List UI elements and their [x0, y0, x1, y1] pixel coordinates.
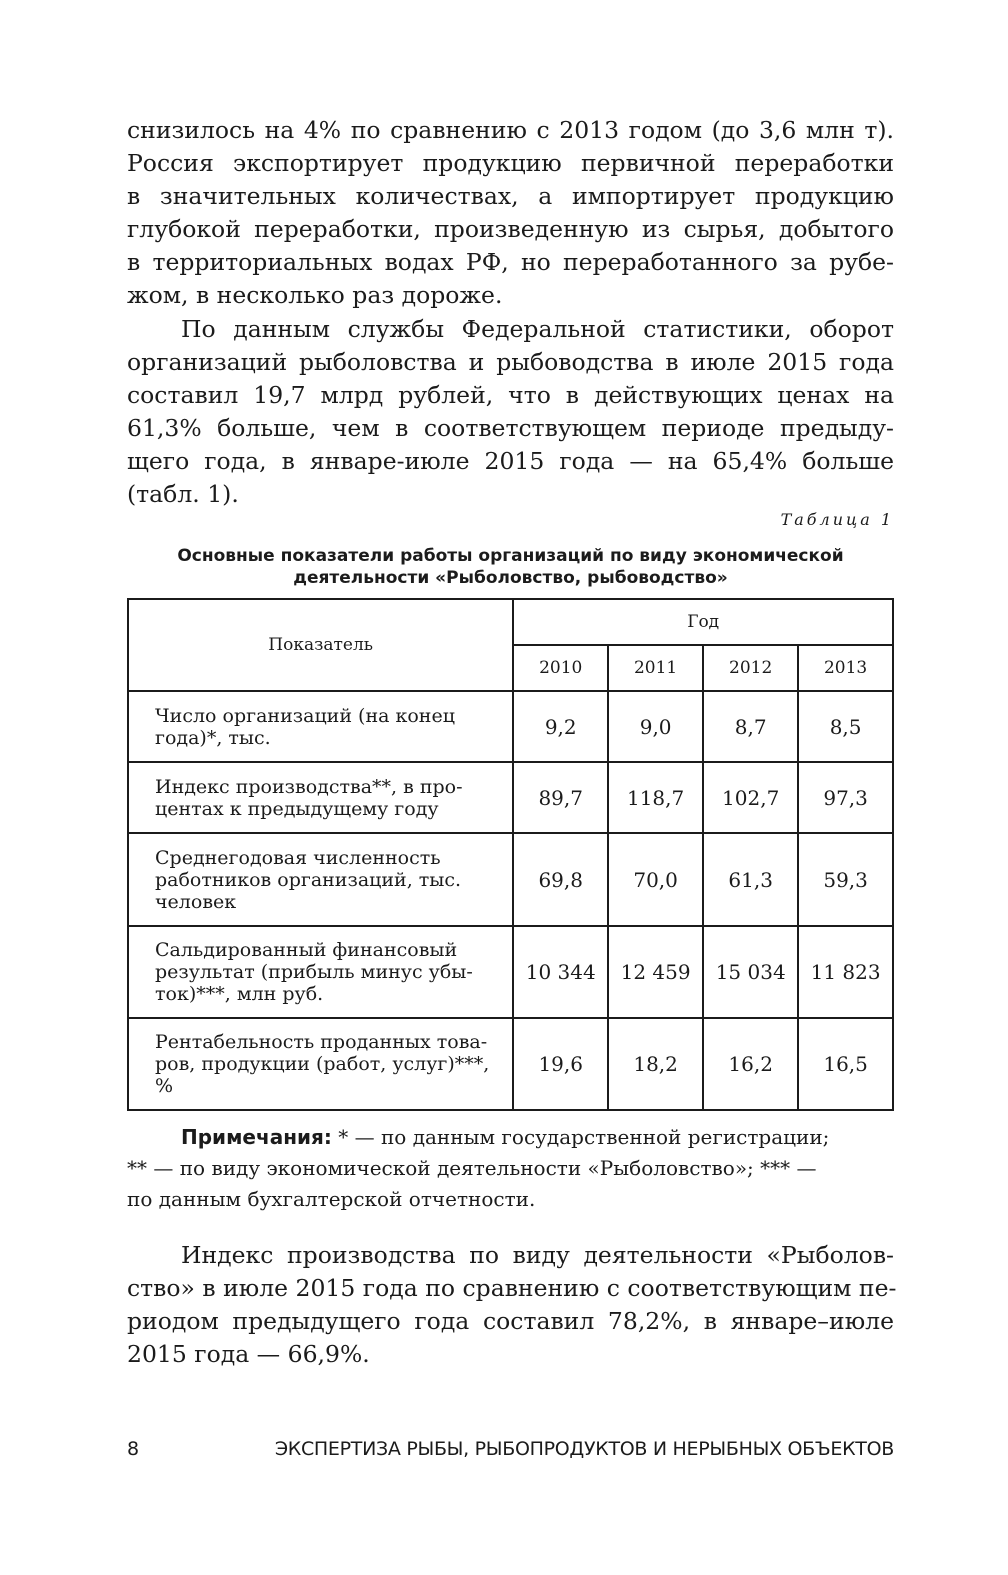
text-line: 61,3% больше, чем в соответствующем периоде предыду-: [127, 414, 894, 442]
table-caption-line: Основные показатели работы организаций по виду экономической: [177, 546, 844, 566]
year-header: 2013: [798, 645, 893, 691]
cell-value: 59,3: [798, 833, 893, 926]
cell-value: 9,0: [608, 691, 703, 762]
row-name: [128, 833, 513, 926]
text-line: организаций рыболовства и рыбоводства в июле 2015 года: [127, 348, 894, 376]
text-line: щего года, в январе-июле 2015 года — на 65,4% больше: [127, 447, 894, 475]
table-row: [128, 762, 893, 833]
page-number: 8: [127, 1438, 140, 1460]
text-line: жом, в несколько раз дороже.: [127, 281, 503, 309]
cell-value: 11 823: [798, 926, 893, 1018]
notes-line: по данным бухгалтерской отчетности.: [127, 1187, 536, 1211]
text-line: 2015 года — 66,9%.: [127, 1340, 370, 1368]
cell-value: 8,7: [703, 691, 798, 762]
table-row: [128, 1018, 893, 1110]
row-name-line: Число организаций (на конец: [155, 704, 455, 727]
text-line: снизилось на 4% по сравнению с 2013 годом (до 3,6 млн т).: [127, 116, 894, 144]
year-header: 2011: [608, 645, 703, 691]
notes-line: ** — по виду экономической деятельности «Рыболовство»; *** —: [127, 1156, 817, 1180]
table-notes: [127, 1122, 894, 1215]
notes-line: [127, 1122, 894, 1153]
row-name: [128, 762, 513, 833]
text-line: Индекс производства по виду деятельности «Рыболов-: [181, 1241, 894, 1269]
table-header-row: [128, 599, 893, 645]
table-row: [128, 926, 893, 1018]
notes-label: Примечания:: [181, 1125, 332, 1149]
cell-value: 89,7: [513, 762, 608, 833]
cell-value: 18,2: [608, 1018, 703, 1110]
paragraph-3: [127, 1239, 897, 1371]
row-name: [128, 691, 513, 762]
notes-text: * — по данным государственной регистрации;: [331, 1125, 830, 1149]
page-footer: [127, 1438, 894, 1468]
row-name-line: центах к предыдущему году: [155, 797, 439, 820]
text-line: (табл. 1).: [127, 480, 239, 508]
cell-value: 16,2: [703, 1018, 798, 1110]
header-indicator: Показатель: [128, 599, 513, 691]
text-line: в территориальных водах РФ, но переработанного за рубе-: [127, 248, 894, 276]
table-caption-line: деятельности «Рыболовство, рыбоводство»: [293, 568, 728, 588]
row-name-line: работников организаций, тыс.: [155, 868, 462, 891]
cell-value: 15 034: [703, 926, 798, 1018]
row-name-line: Рентабельность проданных това-: [155, 1031, 488, 1053]
text-line: Россия экспортирует продукцию первичной переработки: [127, 149, 894, 177]
cell-value: 8,5: [798, 691, 893, 762]
row-name-line: Среднегодовая численность: [155, 846, 441, 869]
row-name: [128, 926, 513, 1018]
row-name-line: Индекс производства**, в про-: [155, 775, 463, 798]
cell-value: 70,0: [608, 833, 703, 926]
cell-value: 61,3: [703, 833, 798, 926]
year-header: 2010: [513, 645, 608, 691]
header-year: Год: [513, 599, 893, 645]
row-name-line: человек: [155, 890, 237, 913]
row-name-line: года)*, тыс.: [155, 726, 271, 749]
text-line: в значительных количествах, а импортирует продукцию: [127, 182, 894, 210]
text-line: глубокой переработки, произведенную из сырья, добытого: [127, 215, 894, 243]
running-title: ЭКСПЕРТИЗА РЫБЫ, РЫБОПРОДУКТОВ И НЕРЫБНЫХ ОБЪЕКТОВ: [274, 1438, 894, 1460]
paragraph-1: [127, 114, 894, 312]
table-row: [128, 833, 893, 926]
table-row: [128, 691, 893, 762]
indicators-table: [127, 598, 894, 1111]
text-line: составил 19,7 млрд рублей, что в действующих ценах на: [127, 381, 894, 409]
paragraph-2: [127, 313, 894, 511]
cell-value: 19,6: [513, 1018, 608, 1110]
cell-value: 97,3: [798, 762, 893, 833]
row-name-line: Сальдированный финансовый: [155, 939, 458, 961]
text-line: По данным службы Федеральной статистики, оборот: [181, 315, 894, 343]
row-name-line: ток)***, млн руб.: [155, 983, 324, 1005]
table-label: Таблица 1: [780, 510, 894, 529]
year-header: 2012: [703, 645, 798, 691]
cell-value: 118,7: [608, 762, 703, 833]
cell-value: 16,5: [798, 1018, 893, 1110]
text-line: риодом предыдущего года составил 78,2%, в январе–июле: [127, 1307, 894, 1335]
cell-value: 69,8: [513, 833, 608, 926]
cell-value: 12 459: [608, 926, 703, 1018]
cell-value: 10 344: [513, 926, 608, 1018]
cell-value: 102,7: [703, 762, 798, 833]
row-name-line: %: [155, 1075, 174, 1097]
cell-value: 9,2: [513, 691, 608, 762]
row-name: [128, 1018, 513, 1110]
table-caption: [127, 545, 894, 589]
row-name-line: результат (прибыль минус убы-: [155, 961, 473, 983]
row-name-line: ров, продукции (работ, услуг)***,: [155, 1053, 490, 1075]
text-line: ство» в июле 2015 года по сравнению с соответствующим пе-: [127, 1274, 897, 1302]
